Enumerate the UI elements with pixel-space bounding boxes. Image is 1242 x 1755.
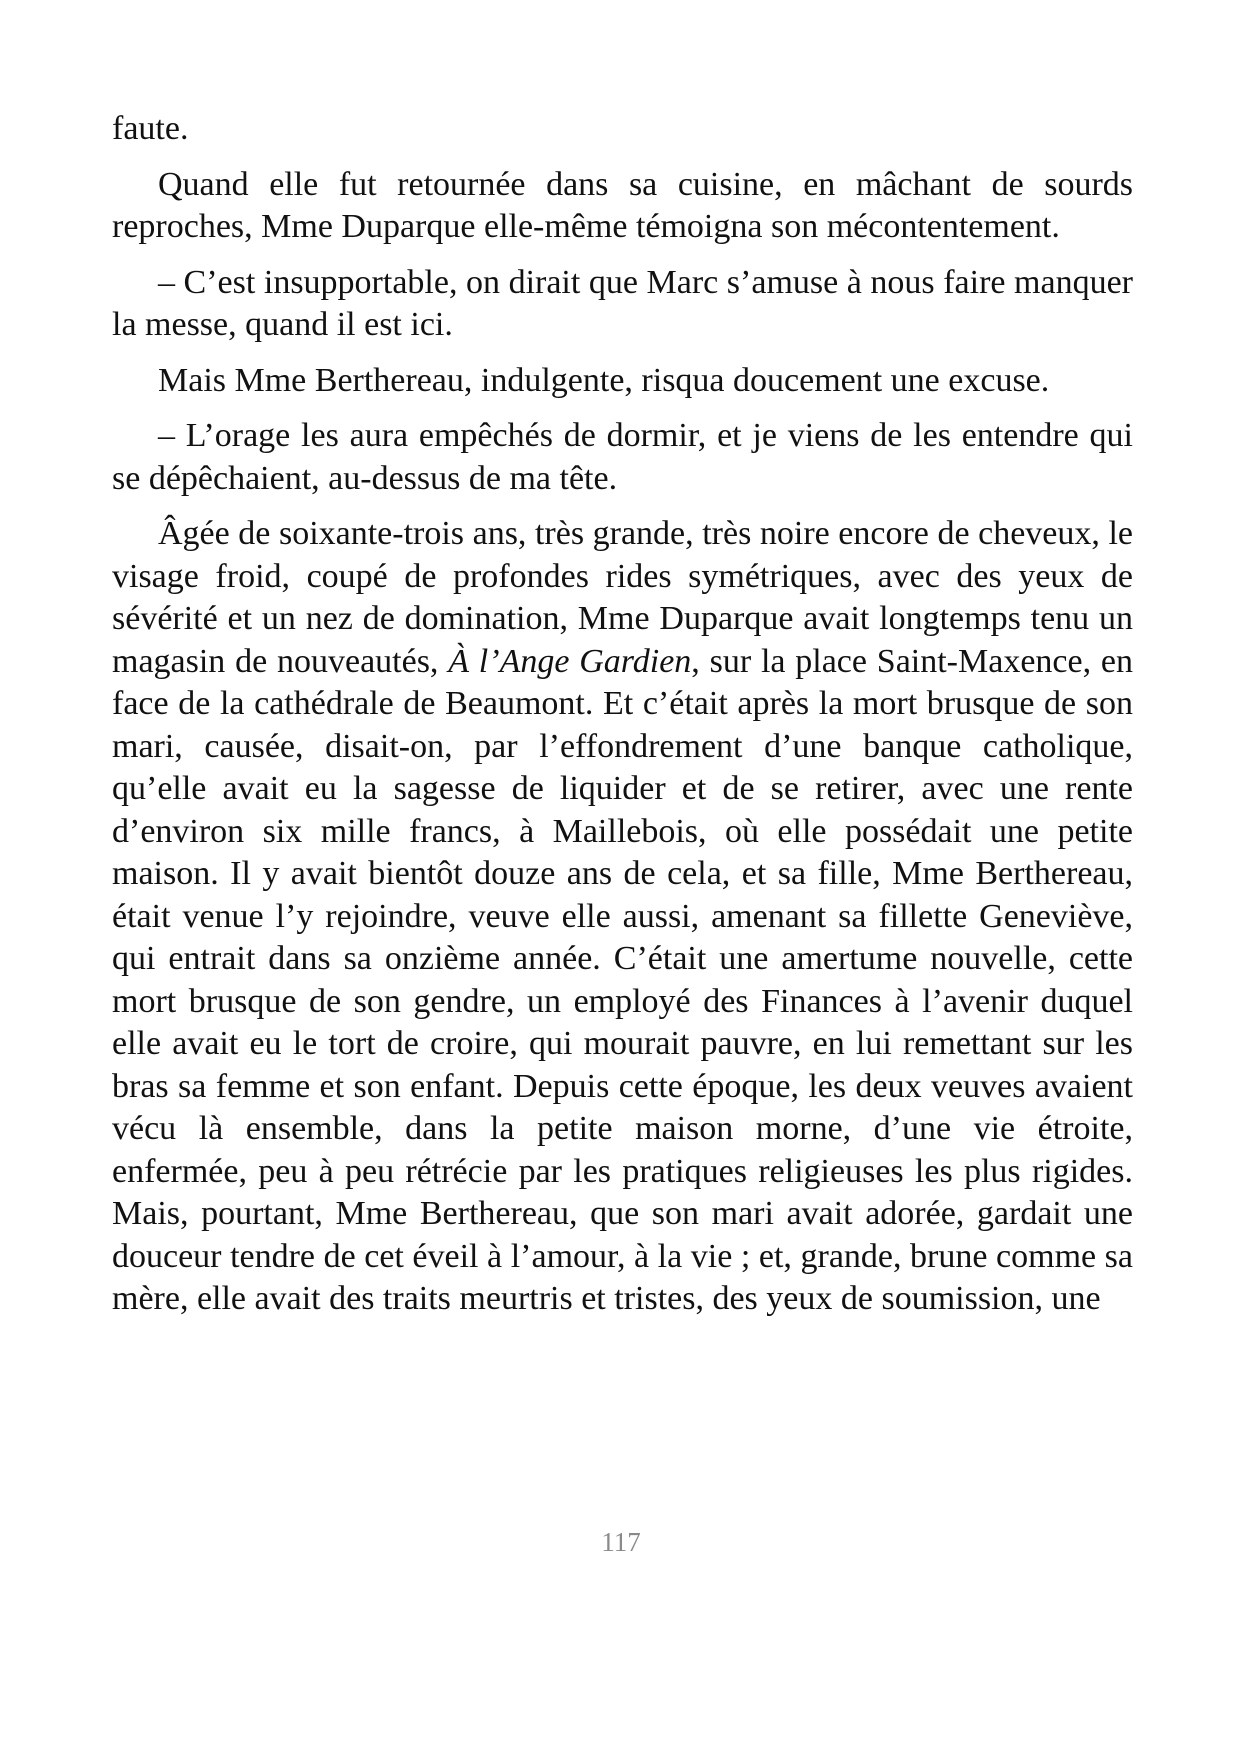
- paragraph-6-end: , sur la place Saint-Maxence, en face de la cathédrale de Beaumont. Et c’était après la mort brusque de son mari, causée, disait-on, par l’effondrement d’une banque catholique, qu’elle avait eu la sagesse de liquider et de se retirer, avec une rente d’environ six mille francs, à Maillebois, où elle possédait une petite maison. Il y avait bientôt douze ans de cela, et sa fille, Mme Berthereau, était venue l’y rejoindre, veuve elle aussi, amenant sa fillette Geneviève, qui entrait dans sa onzième année. C’était une amertume nouvelle, cette mort brusque de son gendre, un employé des Finances à l’avenir duquel elle avait eu le tort de croire, qui mourait pauvre, en lui remettant sur les bras sa femme et son enfant. Depuis cette époque, les deux veuves avaient vécu là ensemble, dans la petite maison morne, d’une vie étroite, enfermée, peu à peu rétrécie par les pratiques religieuses les plus rigides. Mais, pourtant, Mme Berthereau, que son mari avait adorée, gardait une douceur tendre de cet éveil à l’amour, à la vie ; et, grande, brune comme sa mère, elle avait des traits meurtris et tristes, des yeux de soumission, une: [112, 642, 1133, 1317]
- page-number: 117: [601, 1527, 641, 1557]
- paragraph-1: faute.: [112, 110, 189, 147]
- paragraph-4: Mais Mme Berthereau, indulgente, risqua doucement une excuse.: [158, 361, 1050, 399]
- paragraph-6: [112, 513, 1133, 1321]
- paragraph-5: – L’orage les aura empêchés de dormir, et je viens de les entendre qui se dépêchaient, au-dessus de ma tête.: [112, 417, 1133, 497]
- page-body: [112, 108, 1133, 1334]
- paragraph-3: – C’est insupportable, on dirait que Marc s’amuse à nous faire manquer la messe, quand il est ici.: [112, 263, 1133, 343]
- paragraph-6-start: Âgée de soixante-trois ans, très grande, très noire encore de cheveux, le visage froid, coupé de profondes rides symétriques, avec des yeux de sévérité et un nez de domination, Mme Duparque avait longtemps tenu un magasin de nouveautés,: [112, 515, 1133, 680]
- shop-name-italic: À l’Ange Gardien: [448, 642, 692, 680]
- paragraph-2: Quand elle fut retournée dans sa cuisine, en mâchant de sourds reproches, Mme Duparque elle-même témoigna son mécontentement.: [112, 165, 1133, 245]
